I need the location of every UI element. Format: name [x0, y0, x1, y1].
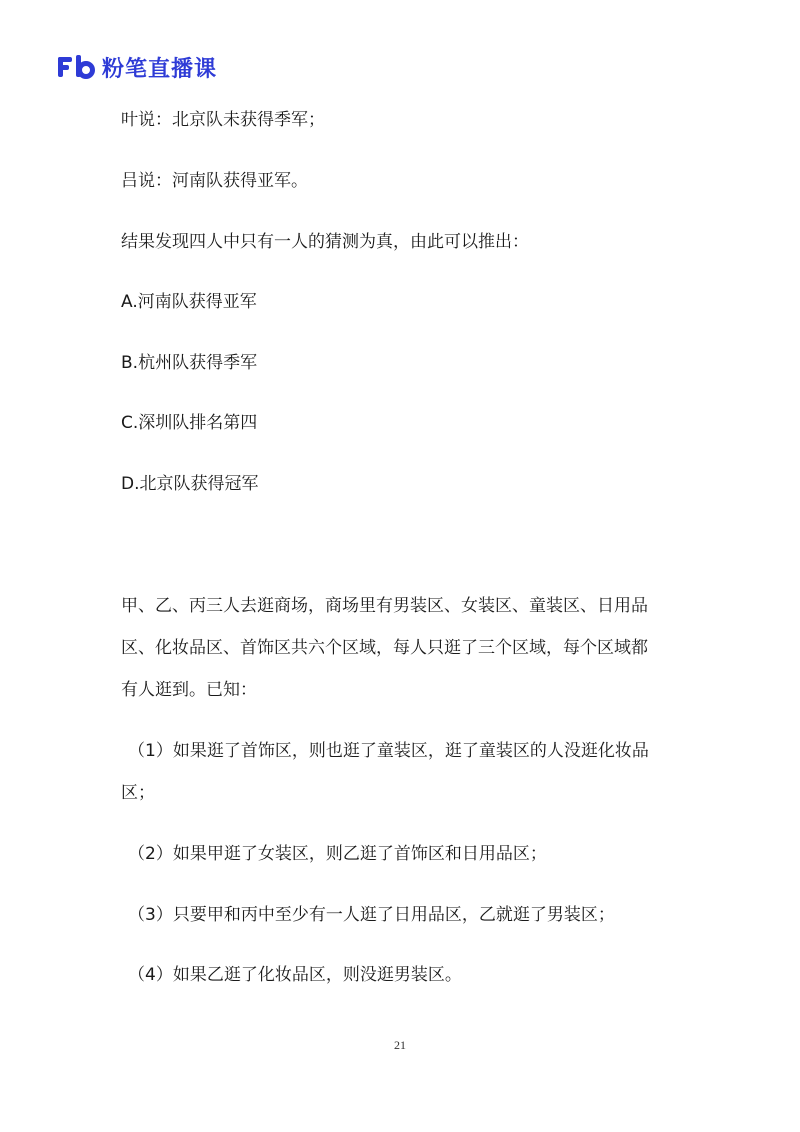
condition-1-cont: 区； [121, 783, 155, 803]
page-number: 21 [394, 1038, 406, 1052]
condition-4: （4）如果乙逛了化妆品区，则没逛男装区。 [128, 965, 462, 985]
option-b: B.杭州队获得季军 [121, 353, 258, 373]
statement-ye: 叶说：北京队未获得季军； [121, 110, 325, 130]
option-d: D.北京队获得冠军 [121, 474, 259, 494]
intro-line: 甲、乙、丙三人去逛商场，商场里有男装区、女装区、童装区、日用品 [121, 596, 648, 616]
statement-lv: 吕说：河南队获得亚军。 [121, 171, 308, 191]
fb-logo-icon [56, 53, 96, 81]
intro-line: 区、化妆品区、首饰区共六个区域，每人只逛了三个区域，每个区域都 [121, 638, 648, 658]
question-prompt: 结果发现四人中只有一人的猜测为真，由此可以推出： [121, 232, 529, 252]
option-c: C.深圳队排名第四 [121, 413, 258, 433]
condition-1: （1）如果逛了首饰区，则也逛了童装区，逛了童装区的人没逛化妆品 [128, 741, 649, 761]
option-a: A.河南队获得亚军 [121, 292, 257, 312]
intro-line: 有人逛到。已知： [121, 680, 257, 700]
condition-2: （2）如果甲逛了女装区，则乙逛了首饰区和日用品区； [128, 844, 547, 864]
brand-name: 粉笔直播课 [102, 56, 218, 82]
condition-3: （3）只要甲和丙中至少有一人逛了日用品区，乙就逛了男装区； [128, 905, 615, 925]
page-header [56, 52, 217, 82]
